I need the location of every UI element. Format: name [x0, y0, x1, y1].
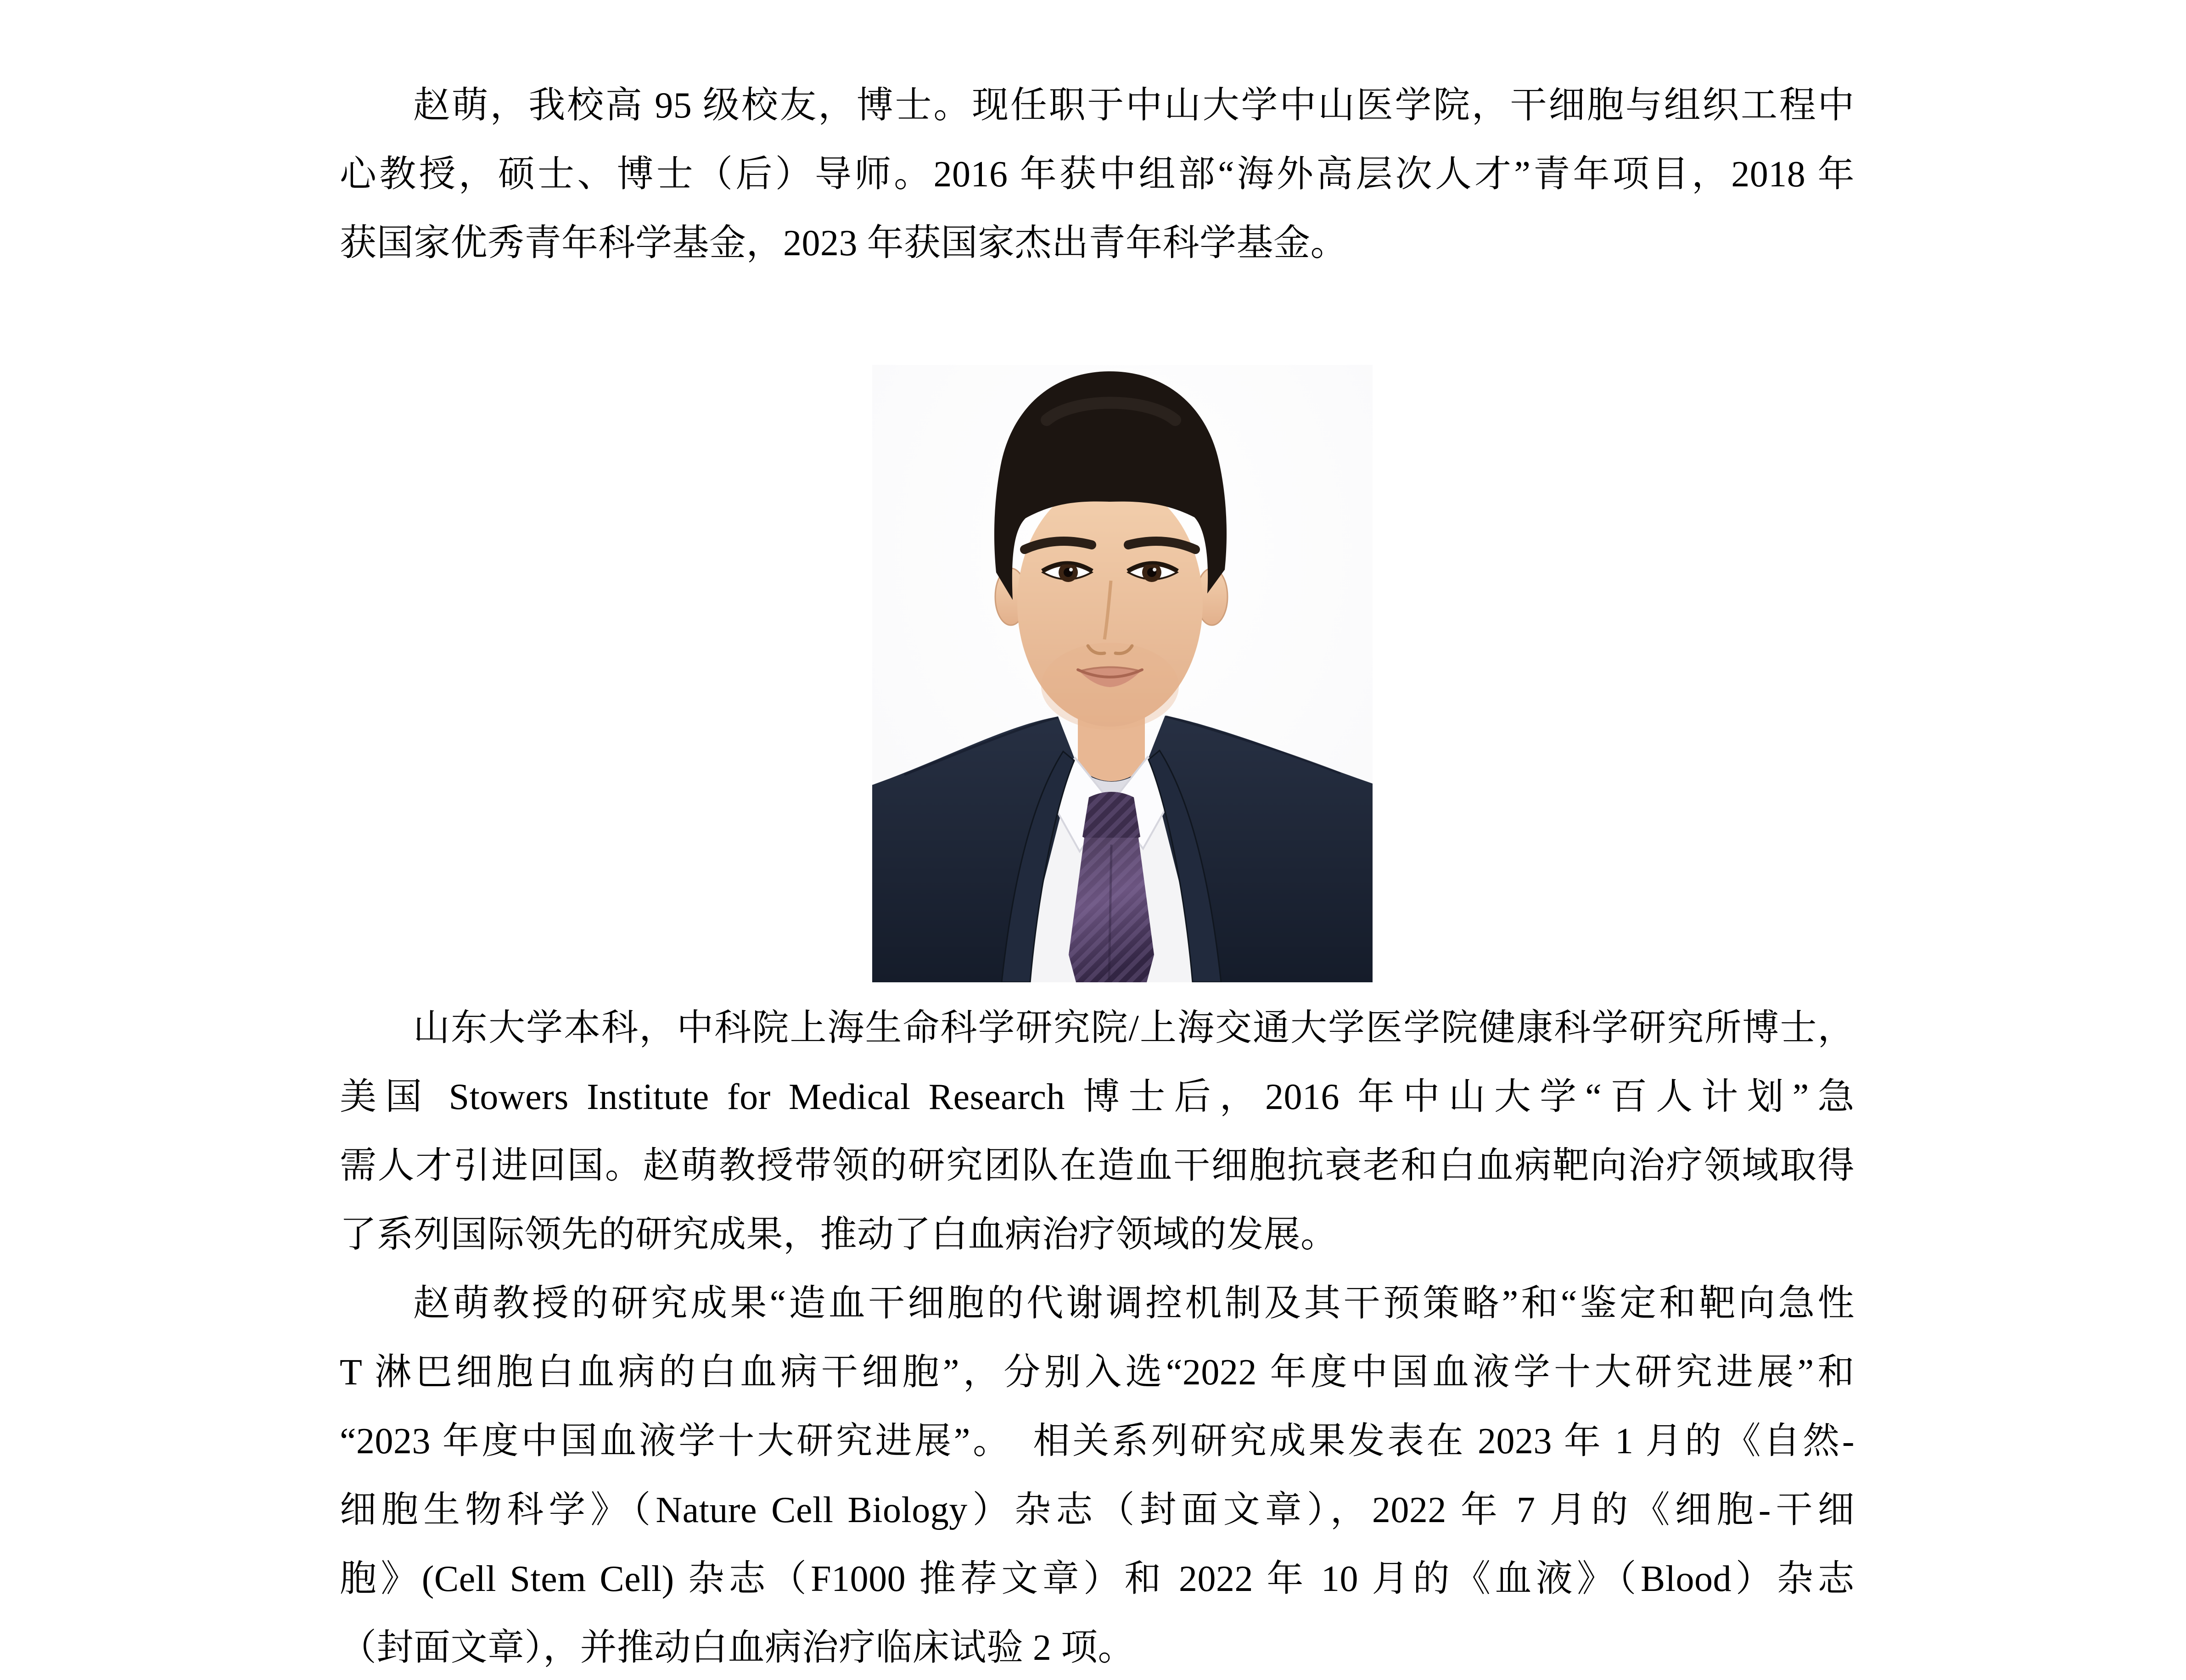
paragraph1-line1: 赵萌，我校高 95 级校友，博士。现任职于中山大学中山医学院，干细胞与组织工程中: [413, 85, 1855, 126]
document-content: [340, 71, 1855, 1680]
portrait-photo: [872, 365, 1373, 982]
paragraph3: [340, 1269, 1855, 1680]
paragraph2: [340, 994, 1855, 1269]
paragraph3-line1: 赵萌教授的研究成果“造血干细胞的代谢调控机制及其干预策略”和“鉴定和靶向急性: [413, 1283, 1855, 1324]
paragraph2-line1: 山东大学本科，中科院上海生命科学研究院/上海交通大学医学院健康科学研究所博士，: [413, 1008, 1855, 1048]
paragraph3-line5: 胞》(Cell Stem Cell) 杂志（F1000 推荐文章）和 2022 年 10 月的《血液》（Blood）杂志: [340, 1559, 1855, 1599]
paragraph3-line2: T 淋巴细胞白血病的白血病干细胞”，分别入选“2022 年度中国血液学十大研究进展”和: [340, 1352, 1855, 1393]
paragraph2-line2: 美国 Stowers Institute for Medical Research 博士后，2016 年中山大学“百人计划”急: [340, 1077, 1855, 1117]
paragraph1-line2: 心教授，硕士、博士（后）导师。2016 年获中组部“海外高层次人才”青年项目，2018 年: [340, 154, 1855, 195]
paragraph3-line4: 细胞生物科学》（Nature Cell Biology）杂志（封面文章），2022 年 7 月的《细胞-干细: [340, 1490, 1855, 1530]
paragraph1-line3: 获国家优秀青年科学基金，2023 年获国家杰出青年科学基金。: [340, 223, 1347, 263]
paragraph2-line4: 了系列国际领先的研究成果，推动了白血病治疗领域的发展。: [340, 1215, 1338, 1255]
paragraph2-line3: 需人才引进回国。赵萌教授带领的研究团队在造血干细胞抗衰老和白血病靶向治疗领域取得: [340, 1146, 1855, 1186]
paragraph3-line3: “2023 年度中国血液学十大研究进展”。 相关系列研究成果发表在 2023 年 1 月的《自然-: [340, 1421, 1855, 1462]
portrait-photo-graphic: [872, 365, 1373, 982]
paragraph3-line6: （封面文章），并推动白血病治疗临床试验 2 项。: [340, 1628, 1135, 1668]
